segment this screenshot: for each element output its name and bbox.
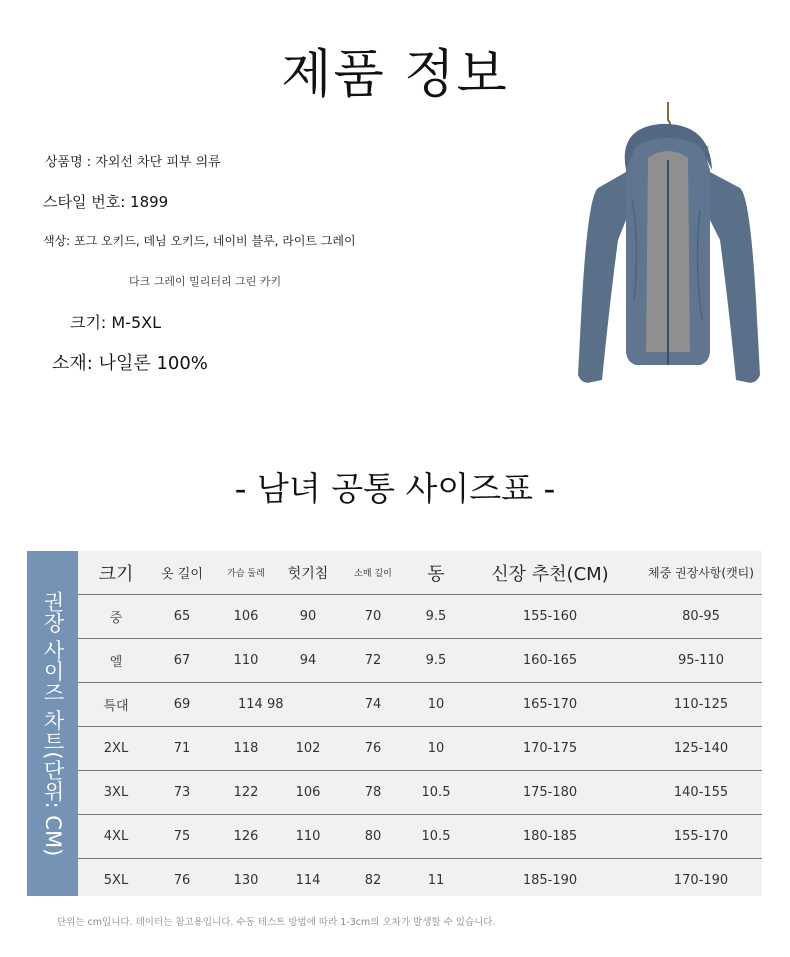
size-chart-side-label xyxy=(27,551,78,896)
cell-weight: 95-110 xyxy=(640,639,762,683)
size-chart-title: - 남녀 공통 사이즈표 - xyxy=(234,469,556,508)
cell-length: 65 xyxy=(154,595,210,639)
cell-weight: 110-125 xyxy=(640,683,762,727)
cell-size: 5XL xyxy=(103,873,129,888)
size-chart-table xyxy=(78,551,762,896)
cell-size: 특대 xyxy=(78,683,154,727)
cell-length: 75 xyxy=(154,815,210,859)
cell-waist: 10 xyxy=(412,727,460,771)
cell-weight: 125-140 xyxy=(640,727,762,771)
cell-chest: 130 xyxy=(233,873,259,888)
table-row xyxy=(78,727,762,771)
header-height: 신장 추천(CM) xyxy=(460,551,640,595)
cell-waist: 9.5 xyxy=(412,639,460,683)
cell-length: 69 xyxy=(154,683,210,727)
cell-sleeve: 74 xyxy=(334,683,412,727)
page-title: 제품 정보 xyxy=(281,45,509,105)
cell-size: 엘 xyxy=(78,639,154,683)
product-colors-cont: 다크 그레이 밀리터리 그린 카키 xyxy=(129,275,282,288)
cell-height: 170-175 xyxy=(460,727,640,771)
cell-height: 185-190 xyxy=(522,873,578,888)
header-sleeve: 소매 길이 xyxy=(334,551,412,595)
style-number: 스타일 번호: 1899 xyxy=(43,193,169,211)
header-waist: 동 xyxy=(412,551,460,595)
cell-sleeve: 80 xyxy=(334,815,412,859)
cell-weight: 140-155 xyxy=(640,771,762,815)
cell-height: 160-165 xyxy=(460,639,640,683)
header-hem: 헛기침 xyxy=(282,551,334,595)
cell-hem: 114 xyxy=(295,873,321,888)
cell-length: 67 xyxy=(154,639,210,683)
cell-chest: 106 xyxy=(210,595,282,639)
header-length: 옷 길이 xyxy=(154,551,210,595)
product-size: 크기: M-5XL xyxy=(70,313,162,332)
cell-height: 155-160 xyxy=(460,595,640,639)
header-size: 크기 xyxy=(78,551,154,595)
cell-chest: 110 xyxy=(210,639,282,683)
cell-waist: 10.5 xyxy=(412,771,460,815)
table-row xyxy=(78,683,762,727)
cell-sleeve: 70 xyxy=(334,595,412,639)
cell-waist: 9.5 xyxy=(412,595,460,639)
footnote: 단위는 cm입니다. 데이터는 참고용입니다. 수동 테스트 방법에 따라 1-3cm의 오차가 발생할 수 있습니다. xyxy=(57,917,496,928)
cell-size: 3XL xyxy=(78,771,154,815)
table-row xyxy=(78,639,762,683)
table-row xyxy=(78,595,762,639)
cell-hem xyxy=(282,683,334,727)
cell-length: 76 xyxy=(173,873,191,888)
cell-sleeve: 78 xyxy=(334,771,412,815)
cell-waist: 10.5 xyxy=(412,815,460,859)
cell-size: 2XL xyxy=(78,727,154,771)
cell-size: 4XL xyxy=(78,815,154,859)
cell-chest: 118 xyxy=(210,727,282,771)
product-material: 소재: 나일론 100% xyxy=(52,353,208,374)
cell-height: 180-185 xyxy=(460,815,640,859)
cell-chest: 122 xyxy=(210,771,282,815)
cell-hem: 110 xyxy=(282,815,334,859)
cell-hem: 106 xyxy=(282,771,334,815)
cell-sleeve: 76 xyxy=(334,727,412,771)
header-weight: 체중 권장사항(캣티) xyxy=(640,551,762,595)
cell-sleeve: 82 xyxy=(364,873,382,888)
cell-hem: 94 xyxy=(282,639,334,683)
cell-height: 165-170 xyxy=(460,683,640,727)
cell-sleeve: 72 xyxy=(334,639,412,683)
cell-waist: 11 xyxy=(427,873,445,888)
cell-weight: 155-170 xyxy=(640,815,762,859)
cell-length: 73 xyxy=(154,771,210,815)
product-name: 상품명 : 자외선 차단 피부 의류 xyxy=(45,155,221,170)
cell-hem: 102 xyxy=(282,727,334,771)
cell-chest: 114 98 xyxy=(210,683,282,727)
table-row xyxy=(78,815,762,859)
cell-length: 71 xyxy=(154,727,210,771)
side-label-text: 권장 사이즈 차트(단위: CM) xyxy=(41,590,65,857)
cell-hem: 90 xyxy=(282,595,334,639)
cell-weight: 170-190 xyxy=(673,873,729,888)
table-row xyxy=(78,859,762,903)
cell-height: 175-180 xyxy=(460,771,640,815)
cell-weight: 80-95 xyxy=(640,595,762,639)
jacket-image xyxy=(560,100,775,400)
product-colors: 색상: 포그 오키드, 데님 오키드, 네이비 블루, 라이트 그레이 xyxy=(43,234,356,248)
cell-waist: 10 xyxy=(412,683,460,727)
table-row xyxy=(78,771,762,815)
header-chest: 가슴 둘레 xyxy=(210,551,282,595)
cell-chest: 126 xyxy=(210,815,282,859)
cell-size: 중 xyxy=(78,595,154,639)
table-header-row xyxy=(78,551,762,595)
